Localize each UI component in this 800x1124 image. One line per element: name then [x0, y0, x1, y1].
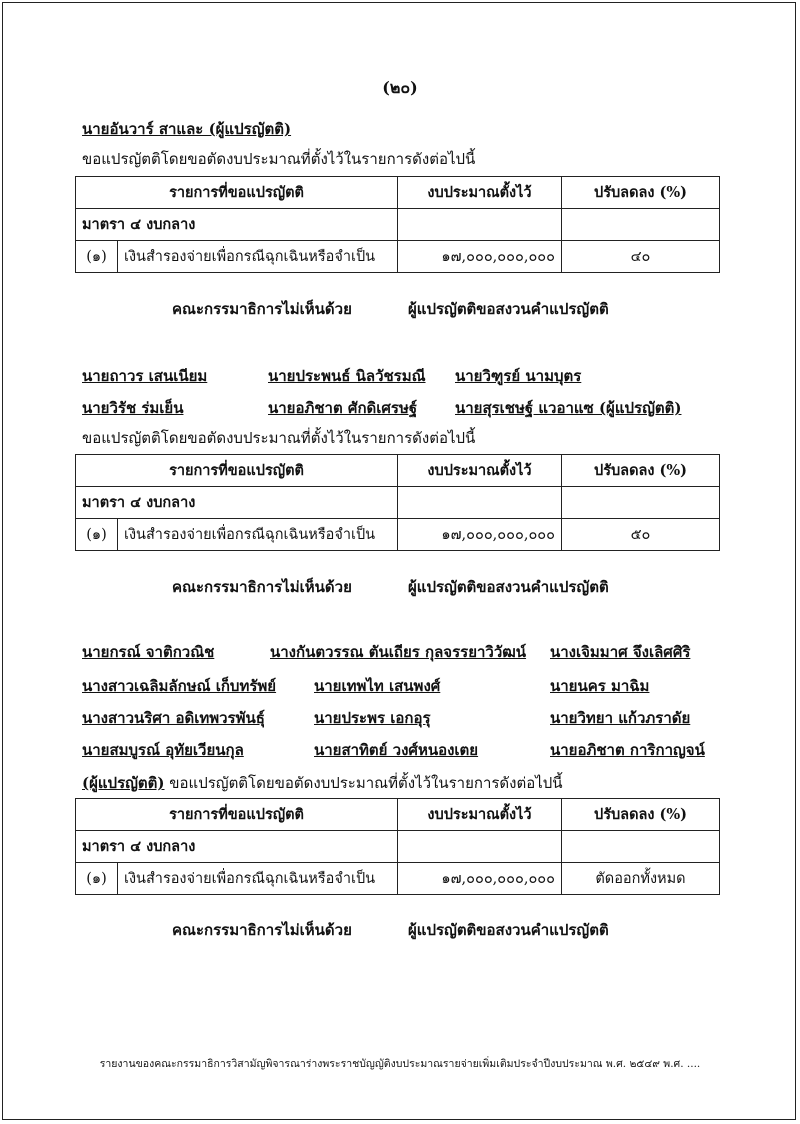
- table-row: [76, 519, 720, 551]
- committee-resolution: คณะกรรมาธิการไม่เห็นด้วย: [172, 921, 352, 939]
- member-name: นายสุรเชษฐ์ แวอาแซ (ผู้แปรญัตติ): [455, 399, 682, 417]
- proposer-name: นายอันวาร์ สาและ (ผู้แปรญัตติ): [82, 120, 292, 138]
- header-reduce: ปรับลดลง (%): [562, 455, 720, 487]
- amendment-intro: ขอแปรญัตติโดยขอตัดงบประมาณที่ตั้งไว้ในรายการดังต่อไปนี้: [82, 429, 476, 447]
- amendment-table: [75, 798, 720, 895]
- item-number: (๑): [76, 863, 118, 895]
- header-reduce: ปรับลดลง (%): [562, 177, 720, 209]
- table-row: [76, 209, 720, 241]
- header-item: รายการที่ขอแปรญัตติ: [76, 177, 398, 209]
- member-name: นางกันตวรรณ ตันเถียร กุลจรรยาวิวัฒน์: [270, 643, 527, 661]
- member-name: นายประพร เอกอุรุ: [314, 709, 431, 727]
- section-cell: มาตรา ๔ งบกลาง: [76, 487, 398, 519]
- amendment-table: [75, 176, 720, 273]
- reduce-cell: ๔๐: [562, 241, 720, 273]
- table-header-row: [76, 455, 720, 487]
- header-budget: งบประมาณตั้งไว้: [398, 177, 562, 209]
- member-name: นายประพนธ์ นิลวัชรมณี: [268, 367, 426, 385]
- table-row: [76, 863, 720, 895]
- table-row: [76, 241, 720, 273]
- table-row: [76, 831, 720, 863]
- section-cell: มาตรา ๔ งบกลาง: [76, 831, 398, 863]
- member-name: นางสาวนริศา อดิเทพวรพันธุ์: [82, 709, 265, 727]
- member-name: นางเจิมมาศ จึงเลิศศิริ: [550, 643, 691, 661]
- table-row: [76, 487, 720, 519]
- page-number: (๒๐): [382, 78, 418, 97]
- item-number: (๑): [76, 241, 118, 273]
- member-name: นายวิฑูรย์ นามบุตร: [455, 367, 582, 385]
- item-cell: เงินสำรองจ่ายเพื่อกรณีฉุกเฉินหรือจำเป็น: [118, 241, 398, 273]
- header-reduce: ปรับลดลง (%): [562, 799, 720, 831]
- proposer-reservation: ผู้แปรญัตติขอสงวนคำแปรญัตติ: [408, 300, 609, 318]
- proposer-reservation: ผู้แปรญัตติขอสงวนคำแปรญัตติ: [408, 921, 609, 939]
- reduce-cell: ตัดออกทั้งหมด: [562, 863, 720, 895]
- member-name: นายนคร มาฉิม: [550, 677, 650, 695]
- header-budget: งบประมาณตั้งไว้: [398, 455, 562, 487]
- member-name: นายวิทยา แก้วภราดัย: [550, 709, 691, 727]
- header-item: รายการที่ขอแปรญัตติ: [76, 455, 398, 487]
- item-cell: เงินสำรองจ่ายเพื่อกรณีฉุกเฉินหรือจำเป็น: [118, 863, 398, 895]
- member-name: นางสาวเฉลิมลักษณ์ เก็บทรัพย์: [82, 677, 277, 695]
- table-header-row: [76, 177, 720, 209]
- proposer-tag: (ผู้แปรญัตติ): [82, 774, 165, 792]
- reduce-cell: ๕๐: [562, 519, 720, 551]
- member-name: นายสมบูรณ์ อุทัยเวียนกุล: [82, 741, 244, 759]
- member-name: นายถาวร เสนเนียม: [82, 367, 208, 385]
- amendment-intro: ขอแปรญัตติโดยขอตัดงบประมาณที่ตั้งไว้ในรายการดังต่อไปนี้: [169, 774, 563, 792]
- intro-line: [82, 771, 563, 795]
- amount-cell: ๑๗,๐๐๐,๐๐๐,๐๐๐: [398, 519, 562, 551]
- amendment-intro: ขอแปรญัตติโดยขอตัดงบประมาณที่ตั้งไว้ในรายการดังต่อไปนี้: [82, 150, 476, 168]
- item-number: (๑): [76, 519, 118, 551]
- committee-resolution: คณะกรรมาธิการไม่เห็นด้วย: [172, 578, 352, 596]
- item-cell: เงินสำรองจ่ายเพื่อกรณีฉุกเฉินหรือจำเป็น: [118, 519, 398, 551]
- page-footer: รายงานของคณะกรรมาธิการวิสามัญพิจารณาร่างพระราชบัญญัติงบประมาณรายจ่ายเพิ่มเติมประจำปีงบประมาณ พ.ศ. ๒๕๔๙ พ.ศ. ....: [99, 1058, 701, 1070]
- member-name: นายอภิชาต ศักดิเศรษฐ์: [268, 399, 418, 417]
- header-budget: งบประมาณตั้งไว้: [398, 799, 562, 831]
- member-name: นายสาทิตย์ วงศ์หนองเตย: [314, 741, 479, 759]
- member-name: นายเทพไท เสนพงศ์: [314, 677, 441, 695]
- member-name: นายกรณ์ จาติกวณิช: [82, 643, 215, 661]
- proposer-reservation: ผู้แปรญัตติขอสงวนคำแปรญัตติ: [408, 578, 609, 596]
- header-item: รายการที่ขอแปรญัตติ: [76, 799, 398, 831]
- member-name: นายอภิชาต การิกาญจน์: [550, 741, 705, 759]
- amendment-table: [75, 454, 720, 551]
- section-cell: มาตรา ๔ งบกลาง: [76, 209, 398, 241]
- amount-cell: ๑๗,๐๐๐,๐๐๐,๐๐๐: [398, 241, 562, 273]
- committee-resolution: คณะกรรมาธิการไม่เห็นด้วย: [172, 300, 352, 318]
- amount-cell: ๑๗,๐๐๐,๐๐๐,๐๐๐: [398, 863, 562, 895]
- table-header-row: [76, 799, 720, 831]
- member-name: นายวิรัช ร่มเย็น: [82, 399, 184, 417]
